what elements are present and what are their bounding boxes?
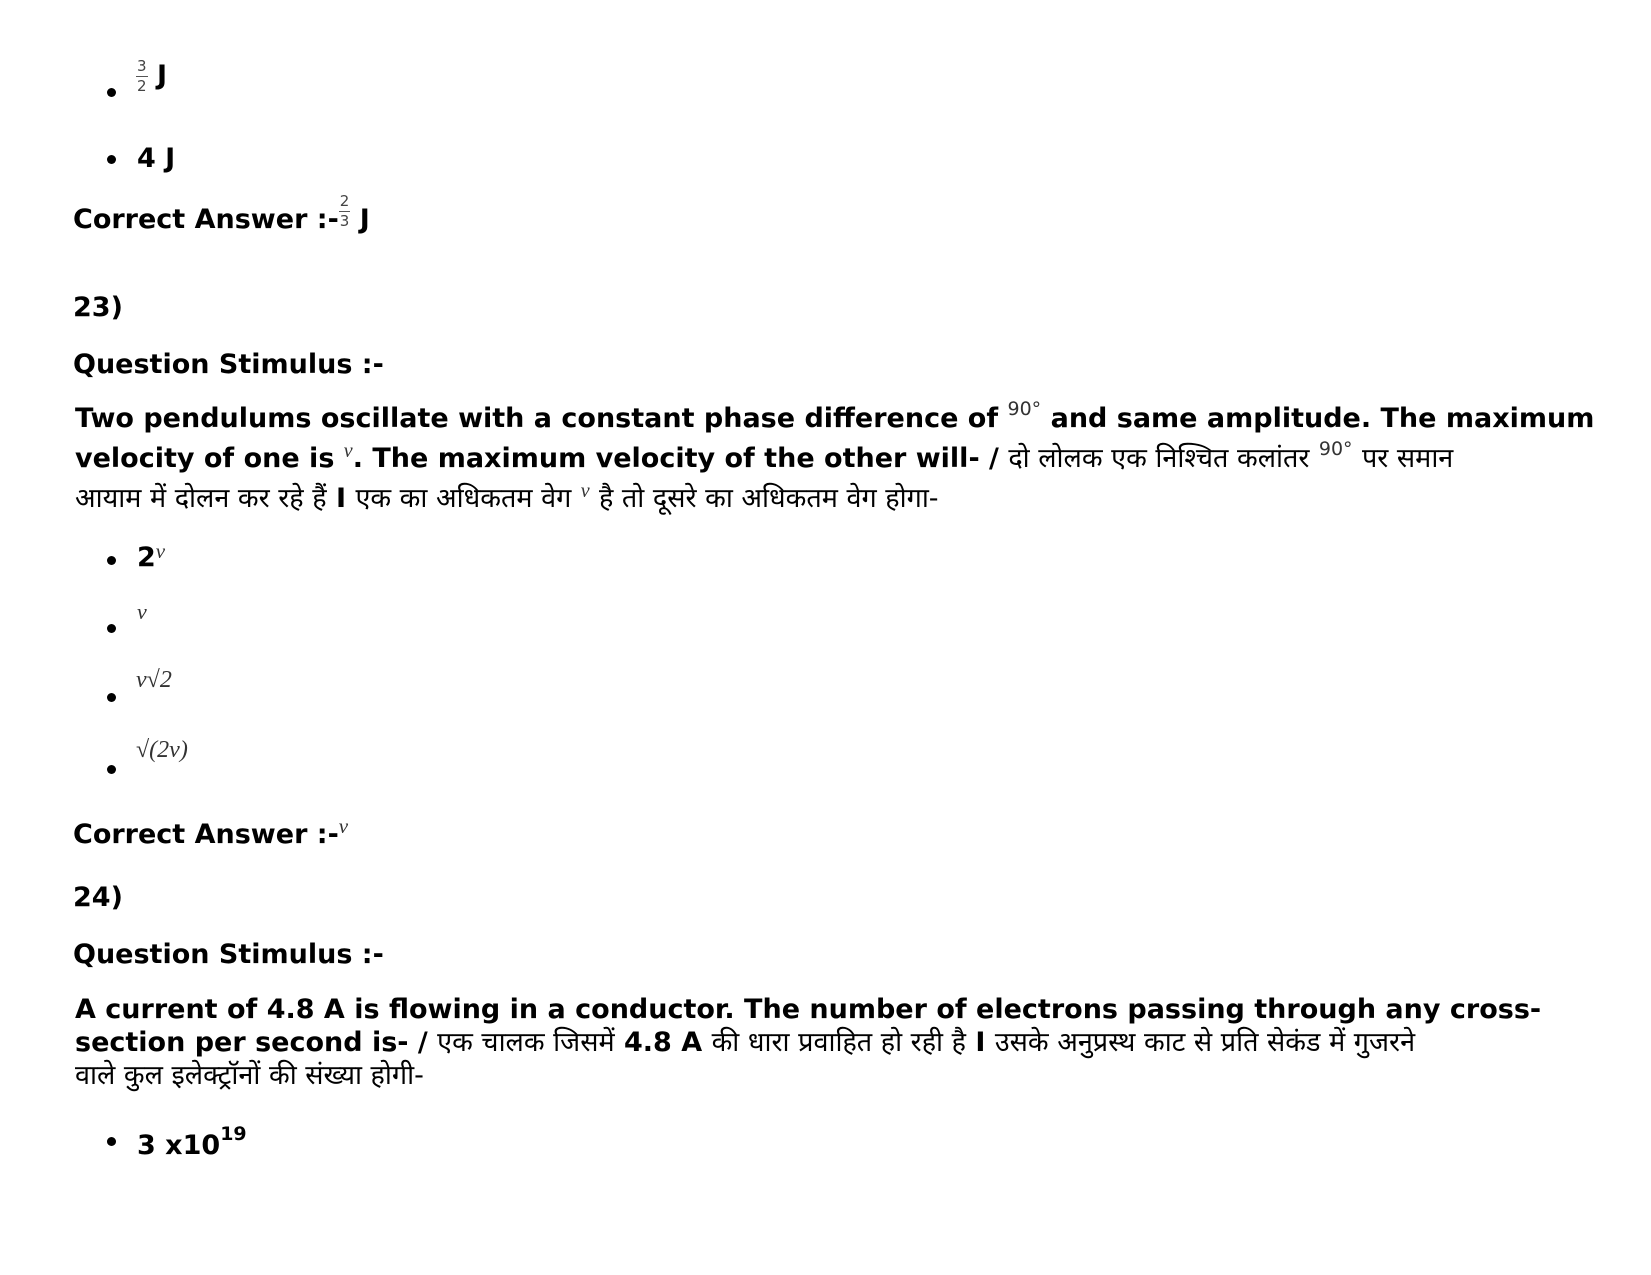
- stimulus-line: A current of 4.8 A is flowing in a conductor. The number of electrons passing through any cross-: [75, 994, 1542, 1025]
- math-expression: v√2: [136, 667, 172, 693]
- stimulus-line: [75, 1026, 1605, 1059]
- option-item: [137, 540, 165, 577]
- bullet: [107, 624, 116, 633]
- question-number: 23): [73, 292, 123, 323]
- velocity-symbol: v: [155, 539, 166, 563]
- correct-answer-label: Correct Answer :-: [73, 204, 339, 235]
- stimulus-line: वाले कुल इलेक्ट्रॉनों की संख्या होगी-: [75, 1060, 424, 1091]
- stimulus-text: I: [975, 1027, 986, 1058]
- velocity-symbol: v: [580, 480, 590, 502]
- stimulus-hindi-text: एक का अधिकतम वेग: [355, 483, 572, 514]
- stimulus-line: [75, 440, 1605, 480]
- option-text: 3 x10: [137, 1130, 221, 1161]
- stimulus-text: . The maximum velocity of the other will- /: [352, 443, 999, 474]
- stimulus-line: [75, 480, 1605, 520]
- correct-answer: [73, 192, 370, 238]
- stimulus-hindi-text: एक चालक जिसमें: [437, 1027, 615, 1058]
- bullet: [107, 765, 116, 774]
- correct-answer-label: Correct Answer :-: [73, 819, 339, 850]
- stimulus-hindi-text: उसके अनुप्रस्थ काट से प्रति सेकंड में गुजरने: [994, 1027, 1416, 1058]
- velocity-symbol: v: [343, 440, 353, 462]
- math-expression: √(2v): [136, 737, 188, 763]
- bullet: [107, 155, 116, 164]
- stimulus-text: Two pendulums oscillate with a constant phase difference of: [75, 403, 999, 434]
- option-item: [136, 58, 167, 94]
- stimulus-text: I: [335, 483, 347, 514]
- correct-answer: [73, 814, 349, 854]
- option-item: [136, 665, 172, 694]
- bullet: [107, 88, 116, 97]
- stimulus-text: section per second is- /: [75, 1027, 428, 1058]
- phase-symbol: 90°: [1007, 398, 1042, 420]
- exponent: 19: [220, 1123, 247, 1145]
- question-stimulus-label: Question Stimulus :-: [73, 939, 384, 970]
- fraction-numerator: 3: [137, 57, 147, 75]
- bullet: [107, 693, 116, 702]
- fraction: [339, 194, 351, 229]
- unit-label: J: [156, 60, 167, 91]
- stimulus-hindi-text: आयाम में दोलन कर रहे हैं: [75, 483, 327, 514]
- question-stimulus-label: Question Stimulus :-: [73, 349, 384, 380]
- stimulus-hindi-text: की धारा प्रवाहित हो रही है: [711, 1027, 966, 1058]
- unit-label: J: [359, 204, 370, 235]
- option-item: [136, 735, 188, 764]
- option-item: [137, 1120, 247, 1164]
- question-stimulus: [75, 993, 1605, 1092]
- option-item: 4 J: [137, 143, 176, 174]
- velocity-symbol: v: [137, 599, 147, 624]
- velocity-symbol: v: [338, 814, 349, 838]
- stimulus-hindi-text: पर समान: [1361, 443, 1454, 474]
- phase-symbol: 90°: [1318, 438, 1353, 460]
- bullet: [107, 556, 116, 565]
- stimulus-hindi-text: है तो दूसरे का अधिकतम वेग होगा-: [599, 483, 939, 514]
- stimulus-text: 4.8 A: [624, 1027, 703, 1058]
- stimulus-hindi-text: दो लोलक एक निश्चित कलांतर: [1008, 443, 1310, 474]
- fraction-numerator: 2: [339, 192, 350, 210]
- stimulus-text: velocity of one is: [75, 443, 335, 474]
- bullet: [107, 1137, 116, 1146]
- fraction-denominator: 2: [137, 77, 147, 95]
- question-number: 24): [73, 882, 123, 913]
- question-stimulus: [75, 400, 1605, 520]
- option-item: [137, 599, 147, 625]
- stimulus-text: and same amplitude. The maximum: [1050, 403, 1595, 434]
- option-text: 2: [137, 542, 156, 573]
- stimulus-line: [75, 400, 1605, 440]
- fraction-denominator: 3: [339, 212, 350, 230]
- fraction: [136, 59, 148, 94]
